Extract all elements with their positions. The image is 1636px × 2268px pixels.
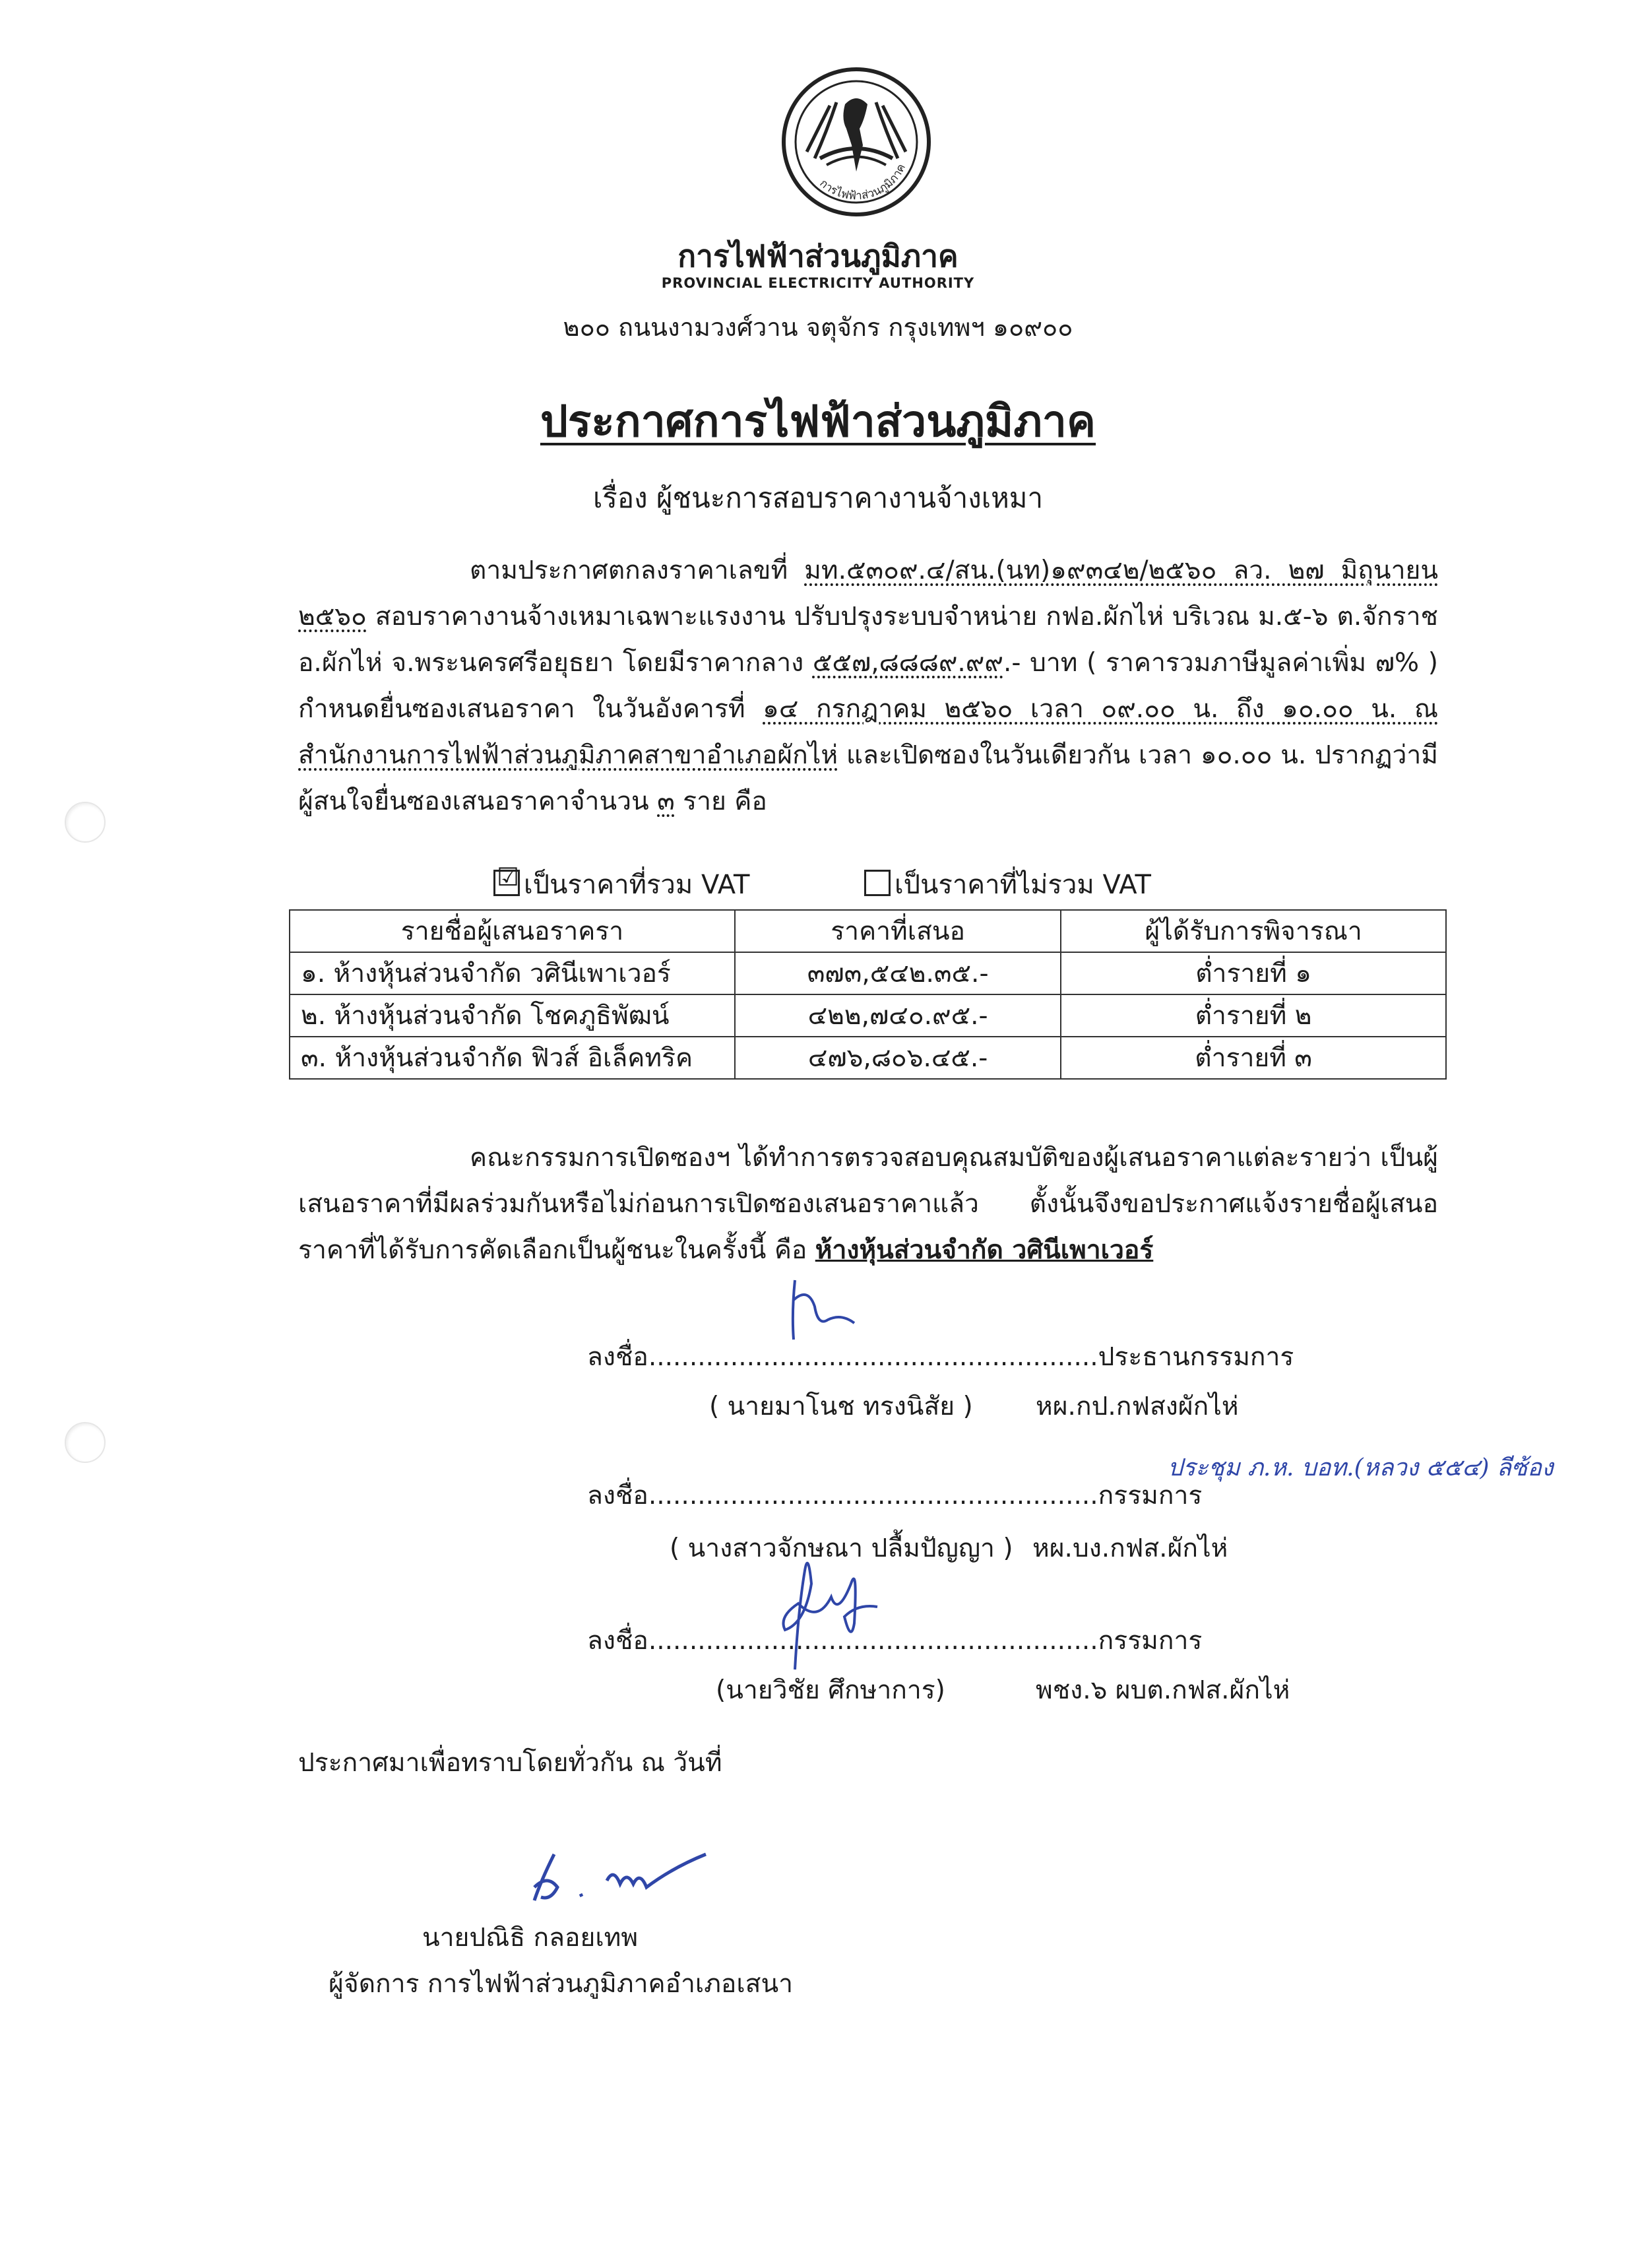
bidder-name: ๒. ห้างหุ้นส่วนจำกัด โชคภูธิพัฒน์ [290,994,735,1037]
signatory-name: (นายวิชัย ศึกษาการ) [716,1675,945,1705]
manager-title: ผู้จัดการ การไฟฟ้าส่วนภูมิภาคอำเภอเสนา [329,1969,794,1999]
signatory-position: หผ.บง.กฟส.ผักไห่ [1032,1534,1228,1563]
signatory-name: ( นางสาวจักษณา ปลื้มปัญญา ) [670,1534,1013,1563]
manager-name: นายปณิธิ กลอยเทพ [422,1923,639,1953]
pea-seal-logo [780,66,932,218]
bidder-name: ๑. ห้างหุ้นส่วนจำกัด วศินีเพาเวอร์ [290,952,735,994]
announcement-date-line: ประกาศมาเพื่อทราบโดยทั่วกัน ณ วันที่ [298,1748,722,1778]
handwritten-note: ประชุม ภ.ห. บอท.(หลวง ๕๕๔) ลีซ้อง [1168,1454,1554,1481]
org-name-th: การไฟฟ้าส่วนภูมิภาค [677,238,959,274]
intro-paragraph: ตามประกาศตกลงราคาเลขที่ มท.๕๓๐๙.๔/สน.(นท)๑๙๓๔๒/๒๕๖๐ ลว. ๒๗ มิถุนายน ๒๕๖๐ สอบราคางานจ้างเหมาเฉพาะแรงงาน ปรับปรุงระบบจำหน่าย กฟอ.ผักไห่ บริเวณ ม.๕-๖ ต.จักราช อ.ผักไห่ จ.พระนครศรีอยุธยา โดยมีราคากลาง ๕๕๗,๘๘๘๙.๙๙.- บาท ( ราคารวมภาษีมูลค่าเพิ่ม ๗% ) กำหนดยื่นซองเสนอราคา ในวันอังคารที่ ๑๔ กรกฎาคม ๒๕๖๐ เวลา ๐๙.๐๐ น. ถึง ๑๐.๐๐ น. ณ สำนักงานการไฟฟ้าส่วนภูมิภาคสาขาอำเภอผักไห่ และเปิดซองในวันเดียวกัน เวลา ๑๐.๐๐ น. ปรากฏว่ามีผู้สนใจยื่นซองเสนอราคาจำนวน ๓ ราย คือ [298,556,1438,816]
signatory-position: หผ.กป.กฟสงผักไห่ [1036,1392,1239,1421]
vat-excluded-option: เป็นราคาที่ไม่รวม VAT [864,863,1151,905]
checkbox-empty [864,870,891,896]
bidder-count: ๓ [657,787,675,816]
bidder-name: ๓. ห้างหุ้นส่วนจำกัด ฟิวส์ อิเล็คทริค [290,1037,735,1079]
table-row [290,994,1446,1037]
signatory-name: ( นายมาโนช ทรงนิสัย ) [709,1392,973,1421]
bid-rank: ต่ำรายที่ ๒ [1061,994,1446,1037]
signature-mark [521,1841,719,1914]
org-name-en: PROVINCIAL ELECTRICITY AUTHORITY [661,275,975,291]
reference-number: มท.๕๓๐๙.๔/สน.(นท)๑๙๓๔๒/๒๕๖๐ ลว. ๒๗ มิถุนายน ๒๕๖๐ [298,556,1438,632]
bid-price: ๓๗๓,๕๔๒.๓๕.- [735,952,1061,994]
winner-name: ห้างหุ้นส่วนจำกัด วศินีเพาเวอร์ [815,1235,1154,1265]
signature-mark [782,1274,861,1346]
table-row [290,1037,1446,1079]
result-paragraph: คณะกรรมการเปิดซองฯ ได้ทำการตรวจสอบคุณสมบัติของผู้เสนอราคาแต่ละรายว่า เป็นผู้เสนอราคาที่มีผลร่วมกันหรือไม่ก่อนการเปิดซองเสนอราคาแล้ว ตั้งนั้นจึงขอประกาศแจ้งรายชื่อผู้เสนอราคาที่ได้รับการคัดเลือกเป็นผู้ชนะในครั้งนี้ คือ ห้างหุ้นส่วนจำกัด วศินีเพาเวอร์ [298,1143,1438,1265]
announcement-subject: เรื่อง ผู้ชนะการสอบราคางานจ้างเหมา [592,482,1044,514]
column-header: ราคาที่เสนอ [735,910,1061,952]
column-header: ผู้ได้รับการพิจารณา [1061,910,1446,952]
punch-hole [65,802,106,843]
bids-table [289,909,1447,1080]
seal-caption: การไฟฟ้าส่วนภูมิภาค [817,162,908,203]
punch-hole [65,1422,106,1463]
org-address: ๒๐๐ ถนนงามวงศ์วาน จตุจักร กรุงเทพฯ ๑๐๙๐๐ [563,313,1073,342]
bid-price: ๔๗๖,๘๐๖.๔๕.- [735,1037,1061,1079]
vat-included-option: ☑ เป็นราคาที่รวม VAT [493,863,749,905]
signature-line: ลงชื่อ.......................................................กรรมการ [587,1481,1203,1510]
bid-rank: ต่ำรายที่ ๑ [1061,952,1446,994]
signature-line: ลงชื่อ.......................................................กรรมการ [587,1626,1203,1656]
announcement-title: ประกาศการไฟฟ้าส่วนภูมิภาค [540,396,1096,447]
bid-rank: ต่ำรายที่ ๓ [1061,1037,1446,1079]
signatory-position: พชง.๖ ผบต.กฟส.ผักไห่ [1036,1675,1290,1705]
signature-line: ลงชื่อ.......................................................ประธานกรรมการ [587,1342,1294,1372]
submission-date-time: ๑๔ กรกฎาคม ๒๕๖๐ เวลา ๐๙.๐๐ น. ถึง ๑๐.๐๐ น. ณ สำนักงานการไฟฟ้าส่วนภูมิภาคสาขาอำเภอผักไห่ [298,694,1438,770]
column-header: รายชื่อผู้เสนอราครา [290,910,735,952]
table-row [290,952,1446,994]
median-price: ๕๕๗,๘๘๘๙.๙๙ [812,648,1003,678]
table-header-row [290,910,1446,952]
checkbox-checked: ☑ [493,870,520,896]
bid-price: ๔๒๒,๗๔๐.๙๕.- [735,994,1061,1037]
